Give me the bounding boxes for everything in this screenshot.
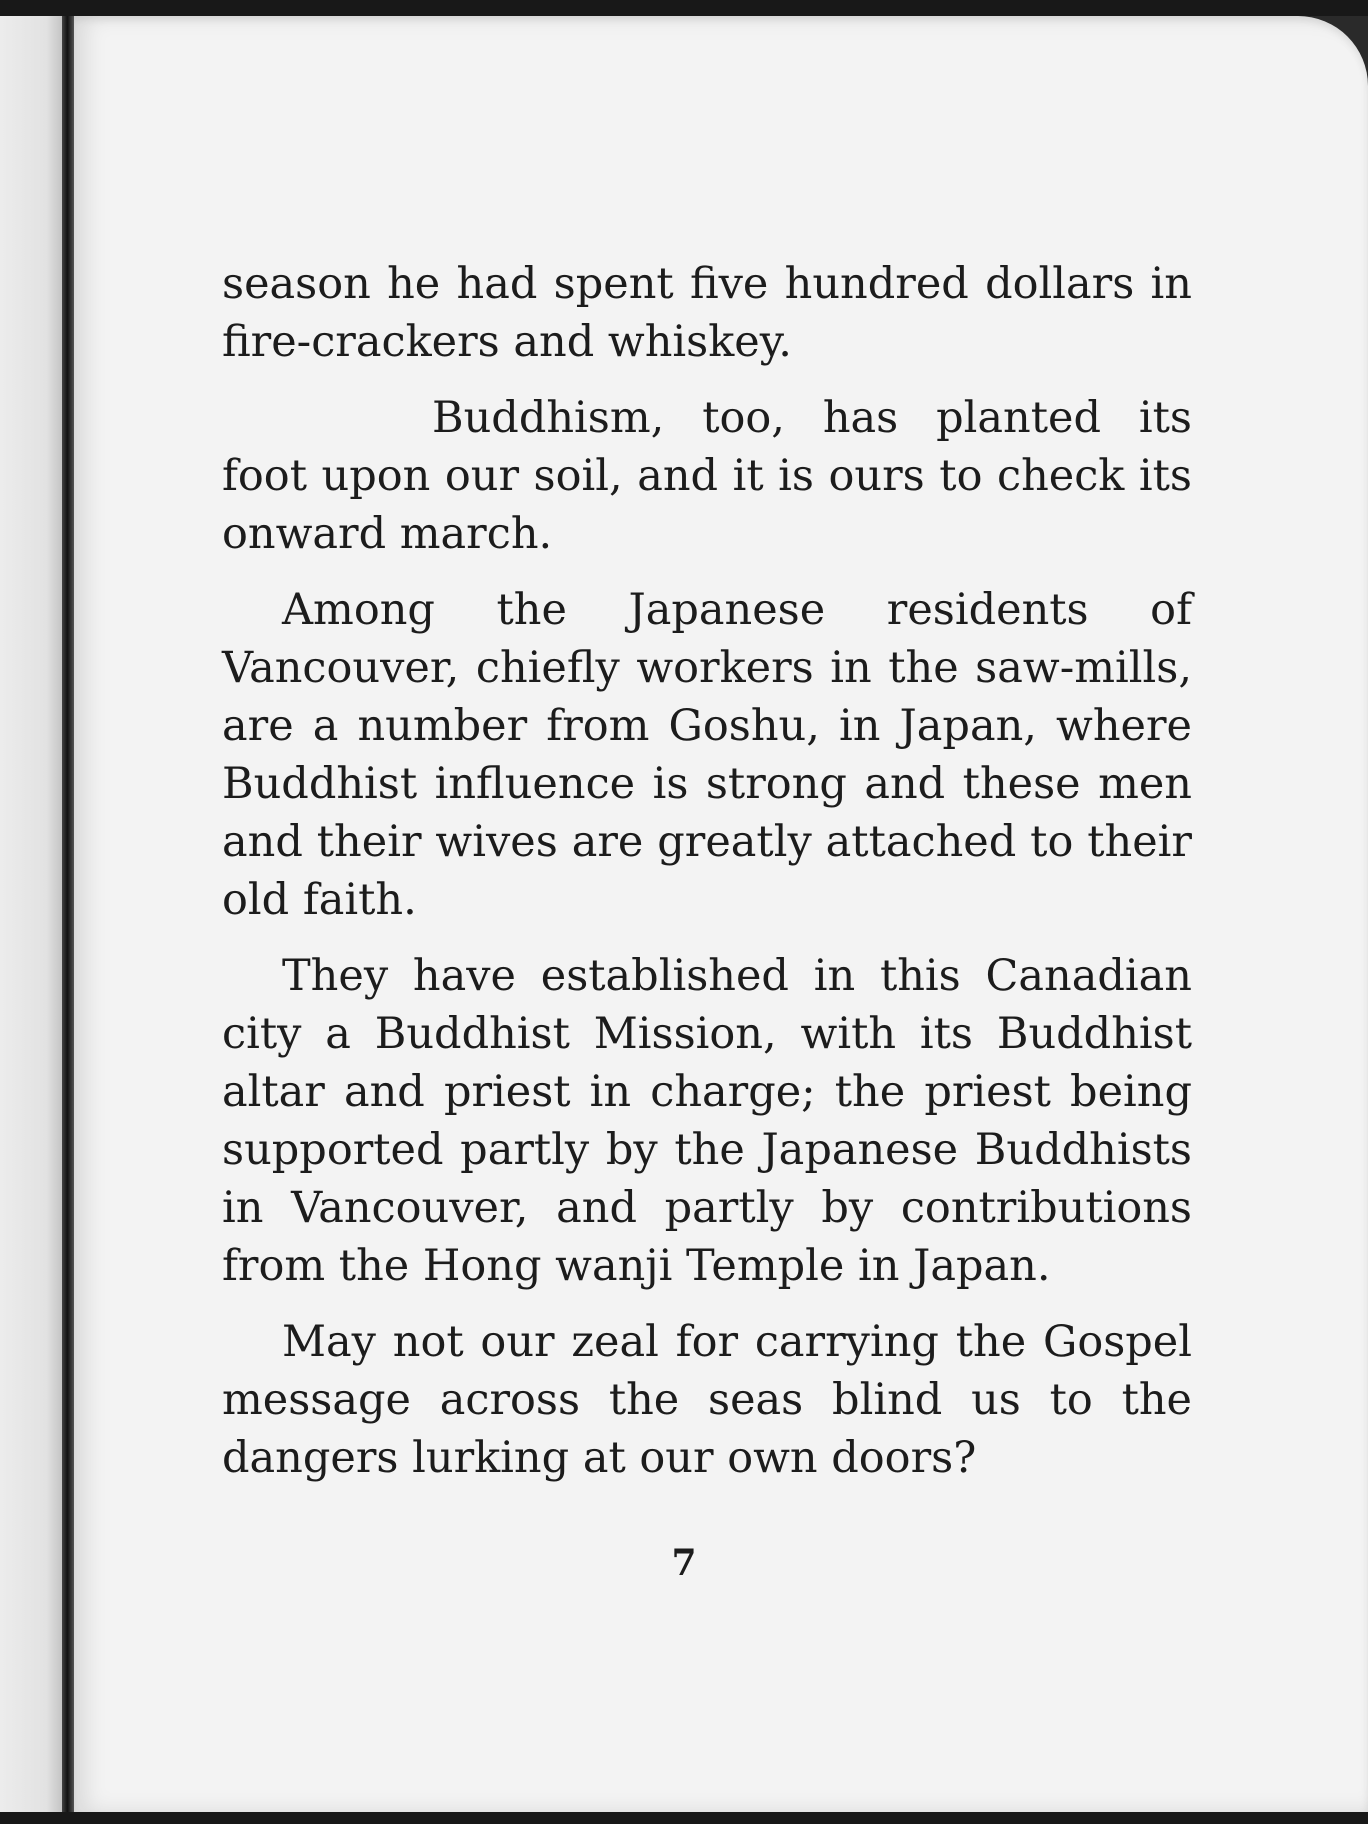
scan-bottom-border [0,1812,1368,1824]
paragraph-4: They have established in this Canadian city a Buddhist Mission, with its Buddhist altar and priest in charge; the priest being supported partly by the Japanese Buddhists in Vancouver, and partly by contributions from the Hong wanji Temple in Japan. [222,951,1192,1291]
paragraph-2: Buddhism, too, has planted its foot upon our soil, and it is ours to check its onward march. [222,393,1192,559]
paragraph-3: Among the Japanese residents of Vancouver, chiefly workers in the saw-mills, are a number from Goshu, in Japan, where Buddhist influence is strong and these men and their wives are greatly attached to their old faith. [222,585,1192,925]
page-text [222,255,1192,1487]
paragraph-5: May not our zeal for carrying the Gospel message across the seas blind us to the dangers lurking at our own doors? [222,1317,1192,1483]
page-number: 7 [671,1542,697,1584]
scan-top-border [0,0,1368,16]
paragraph-1: season he had spent five hundred dollars in fire-crackers and whiskey. [222,259,1192,367]
